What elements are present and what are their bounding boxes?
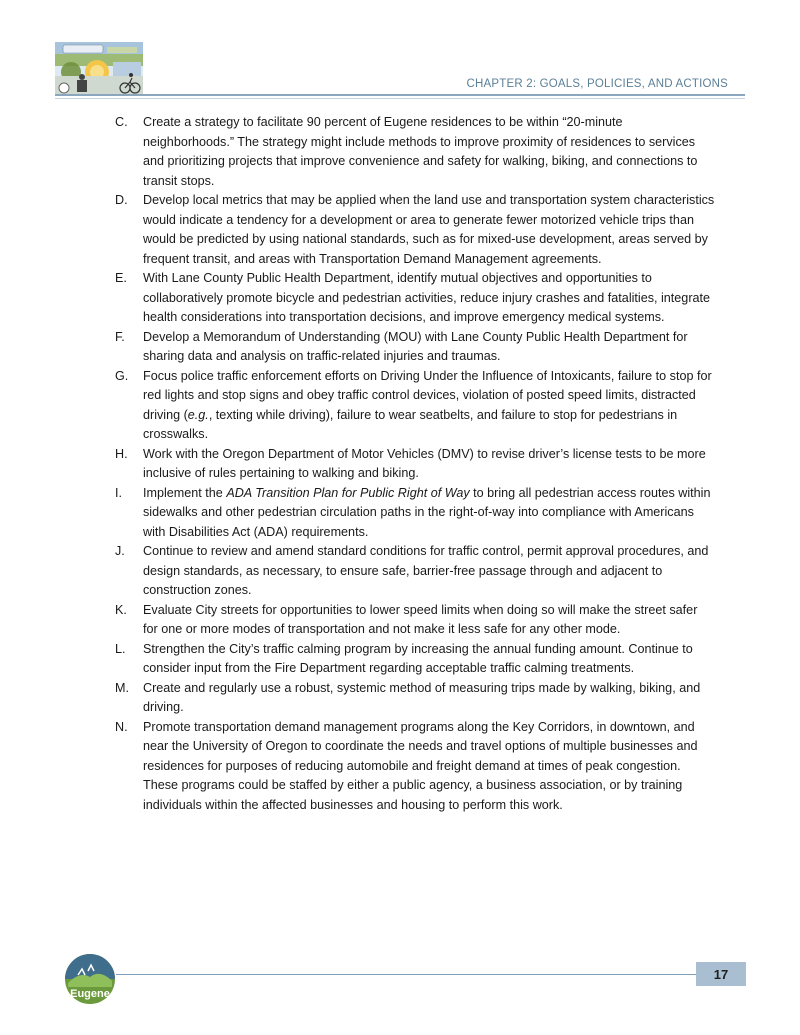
action-text: Develop local metrics that may be applied when the land use and transportation system characteristics would indicate a tendency for a development or area to generate fewer motorized vehicle trips than would be predicted by using national standards, such as for mixed-use development, areas served by frequent transit, and areas with Transportation Demand Management agreements.: [143, 193, 715, 266]
action-letter: G.: [115, 368, 129, 383]
action-letter: E.: [115, 271, 127, 285]
action-item: [115, 484, 715, 543]
logo-text: Eugene: [70, 988, 110, 1000]
action-letter: I.: [115, 485, 122, 500]
eugene-logo: [64, 953, 116, 1005]
action-letter: F.: [115, 329, 125, 344]
action-letter: C.: [115, 115, 128, 129]
action-letter: N.: [115, 719, 128, 734]
action-letter: L.: [115, 641, 126, 656]
action-list: [115, 113, 715, 815]
footer-rule: [116, 974, 698, 975]
action-text: Create a strategy to facilitate 90 percent of Eugene residences to be within “20-minute neighborhoods.” The strategy might include methods to improve proximity of residences to services and prioritizing projects that improve convenience and safety for walking, biking, and connections to transit stops.: [143, 115, 698, 188]
action-item: [115, 328, 715, 367]
action-text: Develop a Memorandum of Understanding (MOU) with Lane County Public Health Department for sharing data and analysis on traffic-related injuries and traumas.: [143, 329, 688, 363]
action-letter: M.: [115, 680, 129, 695]
chapter-title: CHAPTER 2: GOALS, POLICIES, AND ACTIONS: [466, 78, 728, 90]
action-item: [115, 113, 715, 191]
action-letter: D.: [115, 193, 128, 207]
action-item: [115, 718, 715, 816]
plan-title: ADA Transition Plan for Public Right of Way: [226, 485, 470, 500]
action-letter: H.: [115, 446, 128, 461]
header-rule-thin: [55, 98, 745, 99]
action-item: [115, 679, 715, 718]
action-item: [115, 601, 715, 640]
header-rule: [55, 94, 745, 96]
action-text: Strengthen the City’s traffic calming program by increasing the annual funding amount. Continue to consider input from the Fire Department regarding acceptable traffic calming treatments.: [143, 641, 693, 675]
emphasis-text: e.g.: [187, 407, 209, 422]
page-number: 17: [696, 962, 746, 986]
action-item: [115, 269, 715, 328]
action-item: [115, 640, 715, 679]
action-letter: J.: [115, 544, 125, 558]
action-text: Continue to review and amend standard conditions for traffic control, permit approval procedures, and design standards, as necessary, to ensure safe, barrier-free passage through and adjacent to construction zones.: [143, 544, 709, 597]
action-item: [115, 191, 715, 269]
action-item: [115, 542, 715, 601]
action-text: Focus police traffic enforcement efforts on Driving Under the Influence of Intoxicants, failure to stop for red lights and stop signs and obey traffic control devices, violation of posted speed limits, distracted driving (e.g., texting while driving), failure to wear seatbelts, and failure to stop for pedestrians in crosswalks.: [143, 368, 712, 441]
action-text: Work with the Oregon Department of Motor Vehicles (DMV) to revise driver’s license tests to be more inclusive of rules pertaining to walking and biking.: [143, 446, 706, 480]
action-text: With Lane County Public Health Department, identify mutual objectives and opportunities to collaboratively promote bicycle and pedestrian activities, reduce injury crashes and fatalities, integrate health considerations into transportation decisions, and improve emergency medical systems.: [143, 271, 711, 324]
action-text: Implement the ADA Transition Plan for Public Right of Way to bring all pedestrian access routes within sidewalks and other pedestrian circulation paths in the right-of-way into compliance with Americans with Disabilities Act (ADA) requirements.: [143, 485, 711, 539]
action-text: Promote transportation demand management programs along the Key Corridors, in downtown, and near the University of Oregon to coordinate the needs and travel options of multiple businesses and residences for purposes of reducing automobile and freight demand at times of peak congestion. These programs could be staffed by either a public agency, a business association, or by training individuals within the affected businesses and housing to perform this work.: [143, 719, 698, 812]
action-text: Evaluate City streets for opportunities to lower speed limits when doing so will make the street safer for one or more modes of transportation and not make it less safe for any other mode.: [143, 602, 698, 636]
transportation-collage-image: [55, 42, 143, 95]
action-text: Create and regularly use a robust, systemic method of measuring trips made by walking, biking, and driving.: [143, 680, 701, 714]
action-letter: K.: [115, 602, 127, 617]
action-item: [115, 367, 715, 445]
action-item: [115, 445, 715, 484]
